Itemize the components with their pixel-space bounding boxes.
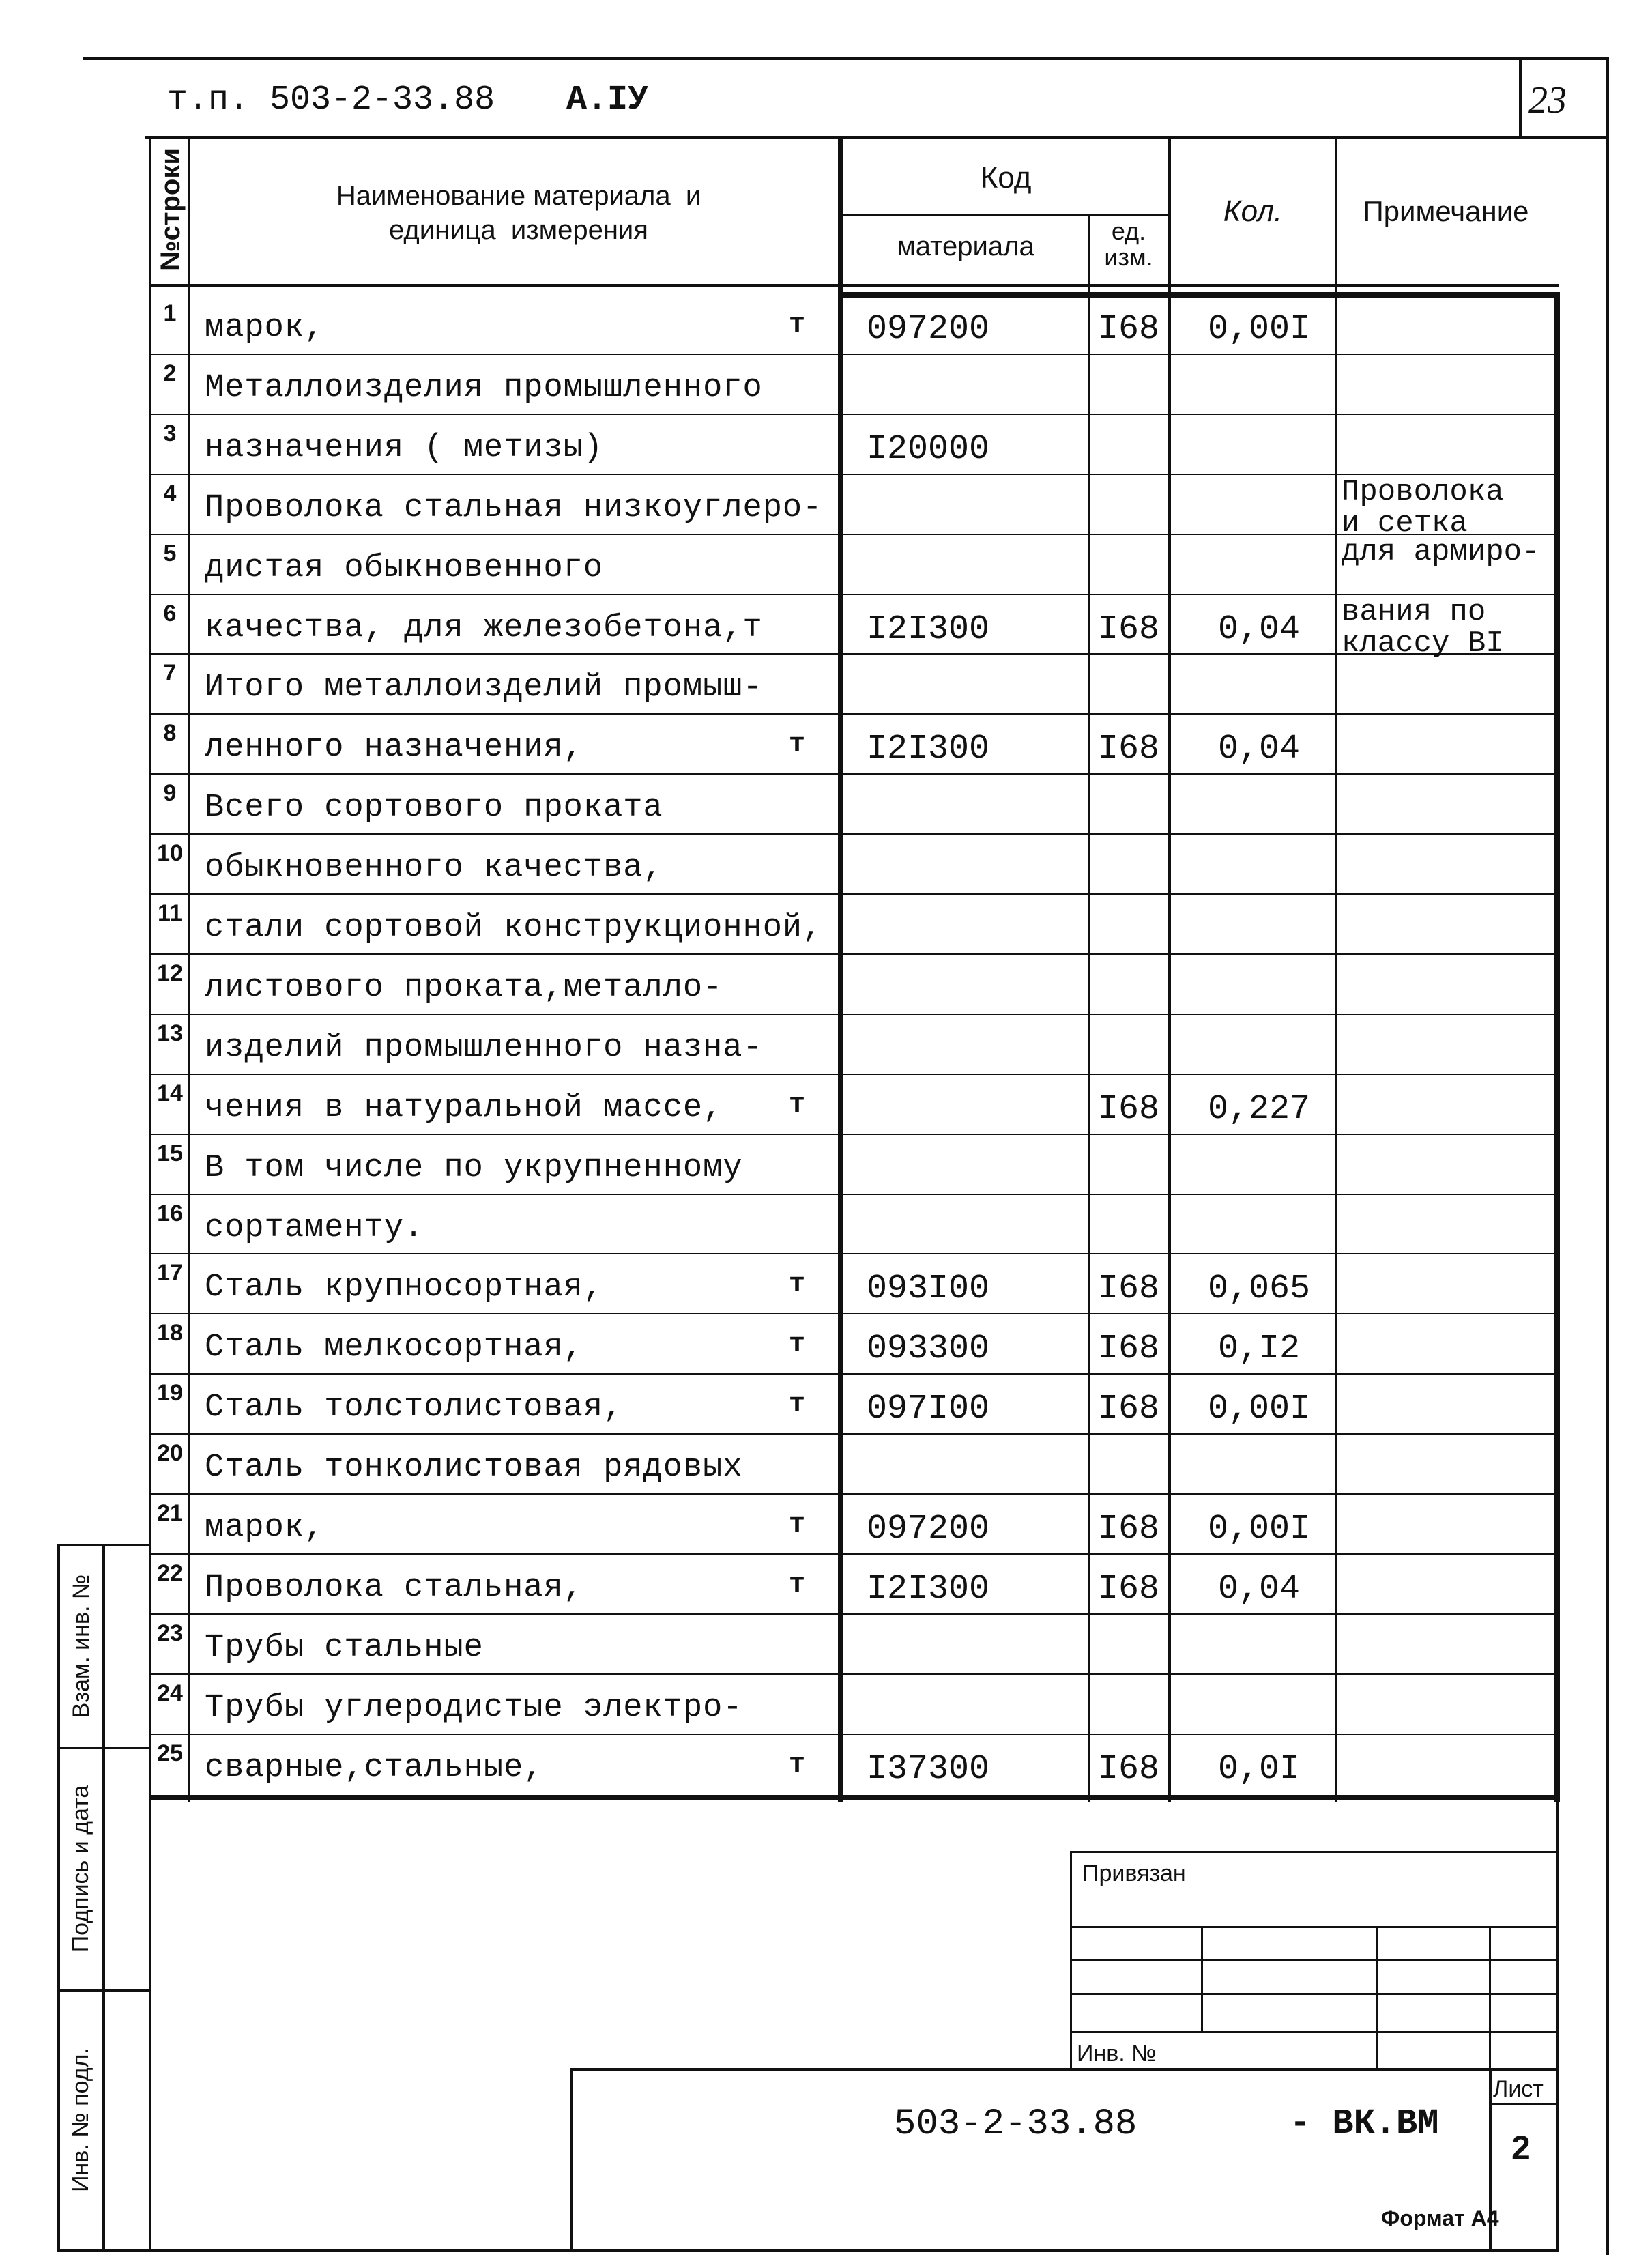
- inv-no-label: Инв. №: [1077, 2041, 1157, 2067]
- header-row-number: №строки: [156, 148, 186, 271]
- main-stamp-left: [570, 2068, 573, 2252]
- cell-n: 21: [157, 1500, 183, 1526]
- cell-name: марок,: [205, 1510, 325, 1546]
- cell-n: 9: [163, 780, 177, 806]
- stamp-inv-podl: Инв. № подл.: [68, 2047, 93, 2192]
- qty-col-line: [1168, 136, 1171, 1802]
- header-code: Код: [980, 161, 1032, 195]
- cell-n: 3: [163, 420, 177, 446]
- cell-n: 1: [163, 300, 177, 326]
- row-divider: [149, 1253, 1557, 1254]
- cell-code: 093I00: [867, 1269, 990, 1308]
- cell-n: 24: [157, 1680, 183, 1706]
- cell-n: 23: [157, 1620, 183, 1646]
- cell-unit: I68: [1097, 1570, 1159, 1609]
- doc-reference: т.п. 503-2-33.88: [167, 81, 495, 119]
- cell-u: т: [788, 1750, 805, 1781]
- privyazan-label: Привязан: [1082, 1860, 1186, 1886]
- cell-n: 15: [157, 1140, 183, 1166]
- cell-n: 7: [163, 660, 177, 686]
- cell-n: 2: [163, 360, 177, 386]
- cell-note: Проволока и сетка: [1342, 475, 1504, 541]
- row-divider: [149, 1673, 1557, 1675]
- cell-qty: 0,00I: [1207, 310, 1311, 349]
- cell-n: 18: [157, 1320, 183, 1346]
- cell-n: 25: [157, 1740, 183, 1766]
- cell-qty: 0,00I: [1207, 1390, 1311, 1428]
- title-block-bottom: [149, 2249, 1559, 2252]
- header-material: материала: [897, 231, 1034, 261]
- cell-name: ленного назначения,: [205, 730, 583, 766]
- rownum-col-line: [188, 136, 190, 1802]
- cell-qty: 0,04: [1217, 730, 1301, 768]
- cell-n: 16: [157, 1201, 183, 1226]
- cell-name: стали сортовой конструкционной,: [205, 910, 823, 946]
- row-divider: [149, 354, 1557, 355]
- cell-unit: I68: [1097, 730, 1159, 768]
- header-qty: Кол.: [1223, 195, 1283, 228]
- header-note: Примечание: [1363, 195, 1529, 227]
- cell-name: Всего сортового проката: [205, 790, 663, 826]
- row-divider: [149, 1014, 1557, 1015]
- cell-unit: I68: [1097, 1269, 1159, 1308]
- cell-unit: I68: [1097, 1510, 1159, 1549]
- cell-u: т: [788, 1090, 805, 1121]
- row-divider: [149, 773, 1557, 775]
- title-block-left: [149, 1795, 151, 2252]
- cell-code: 097I00: [867, 1390, 990, 1428]
- header-bottom-line: [145, 136, 1609, 139]
- cell-name: Итого металлоизделий промыш-: [205, 670, 763, 706]
- page-number: 23: [1528, 79, 1567, 121]
- cell-code: 093300: [867, 1329, 990, 1368]
- stamp-outer-left: [57, 1544, 60, 2252]
- privyazan-line-3: [1070, 1993, 1557, 1995]
- row-divider: [149, 1734, 1557, 1735]
- cell-name: Трубы углеродистые электро-: [205, 1690, 743, 1726]
- cell-n: 22: [157, 1560, 183, 1586]
- header-unit: ед. изм.: [1104, 217, 1153, 271]
- cell-n: 10: [157, 840, 183, 866]
- privyazan-vline-3: [1489, 1926, 1491, 2069]
- cell-unit: I68: [1097, 610, 1159, 649]
- table-inner-right-line: [1554, 293, 1560, 1802]
- row-divider: [149, 893, 1557, 895]
- privyazan-vline-1: [1201, 1926, 1203, 2031]
- privyazan-vline-2: [1376, 1926, 1378, 2069]
- cell-n: 6: [163, 601, 177, 627]
- cell-unit: I68: [1097, 1090, 1159, 1129]
- cell-n: 8: [163, 720, 177, 746]
- cell-name: Проволока стальная,: [205, 1570, 583, 1606]
- cell-unit: I68: [1097, 1329, 1159, 1368]
- sheet-number: 2: [1511, 2129, 1531, 2167]
- cell-name: Трубы стальные: [205, 1630, 484, 1666]
- cell-n: 11: [158, 900, 182, 926]
- row-divider: [149, 953, 1557, 955]
- cell-name: марок,: [205, 310, 325, 346]
- header-divider-line: [149, 284, 1559, 287]
- cell-code: 097200: [867, 310, 990, 349]
- cell-n: 14: [157, 1080, 183, 1106]
- cell-qty: 0,00I: [1207, 1510, 1311, 1549]
- cell-u: т: [788, 1510, 805, 1540]
- cell-qty: 0,0I: [1217, 1750, 1301, 1789]
- row-divider: [149, 1194, 1557, 1195]
- cell-u: т: [788, 1570, 805, 1600]
- cell-n: 20: [157, 1440, 183, 1466]
- row-divider: [149, 713, 1557, 715]
- cell-name: Проволока стальная низкоуглеро-: [205, 490, 823, 526]
- cell-name: Сталь мелкосортная,: [205, 1329, 583, 1366]
- cell-code: I20000: [867, 430, 990, 469]
- unit-col-line: [1088, 216, 1090, 1802]
- format-label: Формат А4: [1381, 2206, 1499, 2230]
- cell-u: т: [788, 1269, 805, 1300]
- cell-u: т: [788, 1390, 805, 1420]
- note-col-line: [1335, 136, 1337, 1802]
- table-bottom-line: [149, 1795, 1559, 1800]
- cell-qty: 0,04: [1217, 610, 1301, 649]
- row-divider: [149, 1553, 1557, 1555]
- cell-name: дистая обыкновенного: [205, 550, 604, 586]
- stamp-inner-left: [102, 1544, 105, 2252]
- cell-name: Сталь тонколистовая рядовых: [205, 1450, 743, 1486]
- stamp-bottom: [57, 2249, 150, 2252]
- cell-name: изделий промышленного назна-: [205, 1030, 763, 1066]
- cell-note: вания по классу BI: [1342, 595, 1504, 661]
- cell-name: назначения ( метизы): [205, 430, 604, 466]
- header-name: Наименование материала и единица измерения: [336, 181, 701, 245]
- cell-code: 097200: [867, 1510, 990, 1549]
- cell-unit: I68: [1097, 1750, 1159, 1789]
- cell-name: качества, для железобетона,т: [205, 610, 763, 646]
- row-divider: [149, 1613, 1557, 1615]
- cell-qty: 0,065: [1207, 1269, 1311, 1308]
- cell-u: т: [788, 310, 805, 341]
- cell-n: 4: [163, 480, 177, 506]
- cell-name: листового проката,металло-: [205, 970, 723, 1006]
- cell-name: чения в натуральной массе,: [205, 1090, 723, 1126]
- cell-name: Металлоизделия промышленного: [205, 370, 763, 406]
- cell-name: сварные,стальные,: [205, 1750, 544, 1786]
- stamp-top: [57, 1544, 150, 1546]
- cell-name: Сталь толстолистовая,: [205, 1390, 624, 1426]
- row-divider: [149, 414, 1557, 415]
- cell-u: т: [788, 1329, 805, 1360]
- data-top-thick-line: [838, 292, 1560, 298]
- right-border-line: [1606, 57, 1609, 2255]
- album-label: А.IУ: [566, 81, 649, 119]
- cell-qty: 0,I2: [1217, 1329, 1301, 1368]
- cell-code: I37300: [867, 1750, 990, 1789]
- cell-n: 13: [157, 1020, 183, 1046]
- cell-name: В том числе по укрупненному: [205, 1150, 743, 1186]
- cell-qty: 0,227: [1207, 1090, 1311, 1129]
- cell-n: 17: [157, 1260, 183, 1286]
- code-split-line: [841, 214, 1170, 216]
- row-divider: [149, 1373, 1557, 1375]
- cell-code: I2I300: [867, 610, 990, 649]
- privyazan-line-2: [1070, 1959, 1557, 1961]
- privyazan-line-4: [1070, 2031, 1557, 2033]
- cell-note: для армиро-: [1342, 535, 1540, 569]
- row-divider: [149, 1433, 1557, 1435]
- cell-name: сортаменту.: [205, 1210, 424, 1246]
- doc-code: 503-2-33.88: [894, 2103, 1137, 2145]
- cell-code: I2I300: [867, 1570, 990, 1609]
- stamp-sign-date: Подпись и дата: [68, 1785, 93, 1953]
- cell-name: Сталь крупносортная,: [205, 1269, 604, 1306]
- sheet-label: Лист: [1493, 2076, 1544, 2102]
- name-col-line: [838, 136, 843, 1802]
- row-divider: [149, 1493, 1557, 1495]
- cell-unit: I68: [1097, 1390, 1159, 1428]
- title-block-right: [1556, 1795, 1559, 2252]
- row-divider: [149, 1313, 1557, 1314]
- cell-n: 5: [163, 541, 177, 566]
- cell-code: I2I300: [867, 730, 990, 768]
- page-number-box-left: [1519, 57, 1522, 138]
- top-border-line: [83, 57, 1606, 60]
- doc-suffix: - ВК.ВМ: [1290, 2103, 1439, 2144]
- row-divider: [149, 1134, 1557, 1135]
- cell-name: обыкновенного качества,: [205, 850, 663, 886]
- cell-u: т: [788, 730, 805, 760]
- cell-n: 12: [157, 960, 183, 986]
- cell-unit: I68: [1097, 310, 1159, 349]
- sheet-box-divider: [1489, 2103, 1559, 2105]
- cell-n: 19: [157, 1380, 183, 1406]
- main-stamp-top: [570, 2068, 1559, 2071]
- cell-qty: 0,04: [1217, 1570, 1301, 1609]
- row-divider: [149, 833, 1557, 835]
- row-divider: [149, 1074, 1557, 1075]
- stamp-inv-vzam: Взам. инв. №: [68, 1574, 94, 1719]
- privyazan-top: [1070, 1851, 1557, 1853]
- privyazan-line-1: [1070, 1926, 1557, 1928]
